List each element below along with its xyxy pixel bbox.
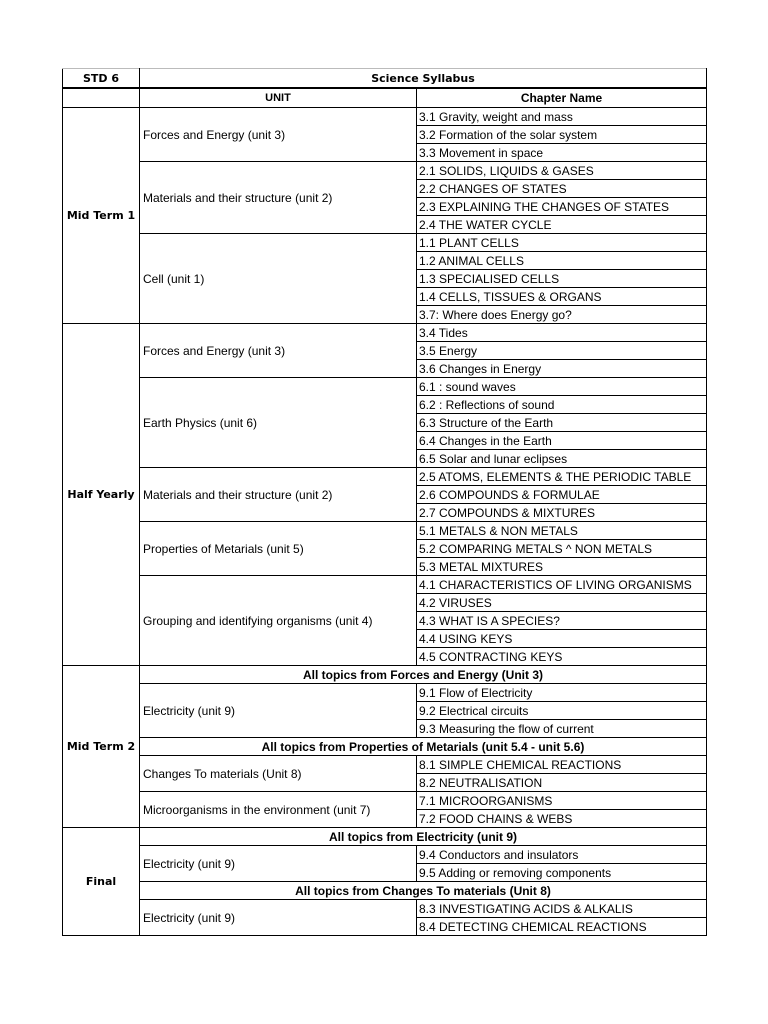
chapter-name: 2.2 CHANGES OF STATES xyxy=(417,180,707,198)
chapter-name: 5.1 METALS & NON METALS xyxy=(417,522,707,540)
unit-name: Materials and their structure (unit 2) xyxy=(140,468,417,522)
unit-name: Forces and Energy (unit 3) xyxy=(140,324,417,378)
unit-name: Earth Physics (unit 6) xyxy=(140,378,417,468)
term-label: Mid Term 1 xyxy=(63,108,140,324)
unit-name: Grouping and identifying organisms (unit 4) xyxy=(140,576,417,666)
unit-name: Changes To materials (Unit 8) xyxy=(140,756,417,792)
chapter-row xyxy=(63,522,707,540)
chapter-name: 2.3 EXPLAINING THE CHANGES OF STATES xyxy=(417,198,707,216)
chapter-name: 6.2 : Reflections of sound xyxy=(417,396,707,414)
chapter-name: 4.3 WHAT IS A SPECIES? xyxy=(417,612,707,630)
chapter-name: 3.6 Changes in Energy xyxy=(417,360,707,378)
unit-name: Materials and their structure (unit 2) xyxy=(140,162,417,234)
chapter-name: 9.3 Measuring the flow of current xyxy=(417,720,707,738)
chapter-row xyxy=(63,108,707,126)
summary-row xyxy=(63,666,707,684)
term-label: Mid Term 2 xyxy=(63,666,140,828)
chapter-row xyxy=(63,900,707,918)
chapter-name: 8.2 NEUTRALISATION xyxy=(417,774,707,792)
chapter-row xyxy=(63,684,707,702)
chapter-column-header: Chapter Name xyxy=(417,88,707,108)
chapter-name: 9.2 Electrical circuits xyxy=(417,702,707,720)
unit-name: Electricity (unit 9) xyxy=(140,900,417,936)
caption-row xyxy=(63,69,707,89)
chapter-name: 2.7 COMPOUNDS & MIXTURES xyxy=(417,504,707,522)
all-topics-note: All topics from Electricity (unit 9) xyxy=(140,828,707,846)
term-label: Half Yearly xyxy=(63,324,140,666)
chapter-row xyxy=(63,378,707,396)
chapter-name: 2.1 SOLIDS, LIQUIDS & GASES xyxy=(417,162,707,180)
all-topics-note: All topics from Forces and Energy (Unit 3) xyxy=(140,666,707,684)
all-topics-note: All topics from Properties of Metarials (unit 5.4 - unit 5.6) xyxy=(140,738,707,756)
chapter-name: 2.5 ATOMS, ELEMENTS & THE PERIODIC TABLE xyxy=(417,468,707,486)
chapter-name: 3.3 Movement in space xyxy=(417,144,707,162)
unit-name: Cell (unit 1) xyxy=(140,234,417,324)
chapter-name: 5.2 COMPARING METALS ^ NON METALS xyxy=(417,540,707,558)
chapter-row xyxy=(63,162,707,180)
chapter-name: 9.5 Adding or removing components xyxy=(417,864,707,882)
unit-name: Electricity (unit 9) xyxy=(140,684,417,738)
chapter-name: 3.7: Where does Energy go? xyxy=(417,306,707,324)
chapter-name: 4.5 CONTRACTING KEYS xyxy=(417,648,707,666)
all-topics-note: All topics from Changes To materials (Unit 8) xyxy=(140,882,707,900)
unit-name: Forces and Energy (unit 3) xyxy=(140,108,417,162)
chapter-name: 6.5 Solar and lunar eclipses xyxy=(417,450,707,468)
chapter-name: 7.1 MICROORGANISMS xyxy=(417,792,707,810)
summary-row xyxy=(63,828,707,846)
chapter-row xyxy=(63,234,707,252)
chapter-name: 6.4 Changes in the Earth xyxy=(417,432,707,450)
chapter-name: 9.1 Flow of Electricity xyxy=(417,684,707,702)
header-blank-cell xyxy=(63,88,140,108)
term-label: Final xyxy=(63,828,140,936)
chapter-name: 1.1 PLANT CELLS xyxy=(417,234,707,252)
chapter-row xyxy=(63,756,707,774)
summary-row xyxy=(63,882,707,900)
chapter-name: 9.4 Conductors and insulators xyxy=(417,846,707,864)
chapter-name: 3.2 Formation of the solar system xyxy=(417,126,707,144)
chapter-name: 6.3 Structure of the Earth xyxy=(417,414,707,432)
unit-name: Electricity (unit 9) xyxy=(140,846,417,882)
unit-name: Properties of Metarials (unit 5) xyxy=(140,522,417,576)
chapter-row xyxy=(63,846,707,864)
chapter-name: 3.4 Tides xyxy=(417,324,707,342)
unit-column-header: UNIT xyxy=(140,88,417,108)
chapter-name: 6.1 : sound waves xyxy=(417,378,707,396)
chapter-row xyxy=(63,468,707,486)
syllabus-body xyxy=(63,69,707,936)
chapter-name: 4.4 USING KEYS xyxy=(417,630,707,648)
column-header-row xyxy=(63,88,707,108)
chapter-name: 4.1 CHARACTERISTICS OF LIVING ORGANISMS xyxy=(417,576,707,594)
chapter-name: 1.4 CELLS, TISSUES & ORGANS xyxy=(417,288,707,306)
chapter-name: 5.3 METAL MIXTURES xyxy=(417,558,707,576)
chapter-name: 7.2 FOOD CHAINS & WEBS xyxy=(417,810,707,828)
chapter-row xyxy=(63,792,707,810)
syllabus-table xyxy=(62,68,707,936)
chapter-name: 8.1 SIMPLE CHEMICAL REACTIONS xyxy=(417,756,707,774)
chapter-name: 1.2 ANIMAL CELLS xyxy=(417,252,707,270)
chapter-name: 2.6 COMPOUNDS & FORMULAE xyxy=(417,486,707,504)
summary-row xyxy=(63,738,707,756)
std-label: STD 6 xyxy=(63,69,140,89)
chapter-name: 3.5 Energy xyxy=(417,342,707,360)
unit-name: Microorganisms in the environment (unit 7) xyxy=(140,792,417,828)
syllabus-title: Science Syllabus xyxy=(140,69,707,89)
chapter-name: 3.1 Gravity, weight and mass xyxy=(417,108,707,126)
chapter-name: 4.2 VIRUSES xyxy=(417,594,707,612)
chapter-row xyxy=(63,576,707,594)
chapter-name: 8.4 DETECTING CHEMICAL REACTIONS xyxy=(417,918,707,936)
chapter-row xyxy=(63,324,707,342)
chapter-name: 2.4 THE WATER CYCLE xyxy=(417,216,707,234)
chapter-name: 1.3 SPECIALISED CELLS xyxy=(417,270,707,288)
chapter-name: 8.3 INVESTIGATING ACIDS & ALKALIS xyxy=(417,900,707,918)
